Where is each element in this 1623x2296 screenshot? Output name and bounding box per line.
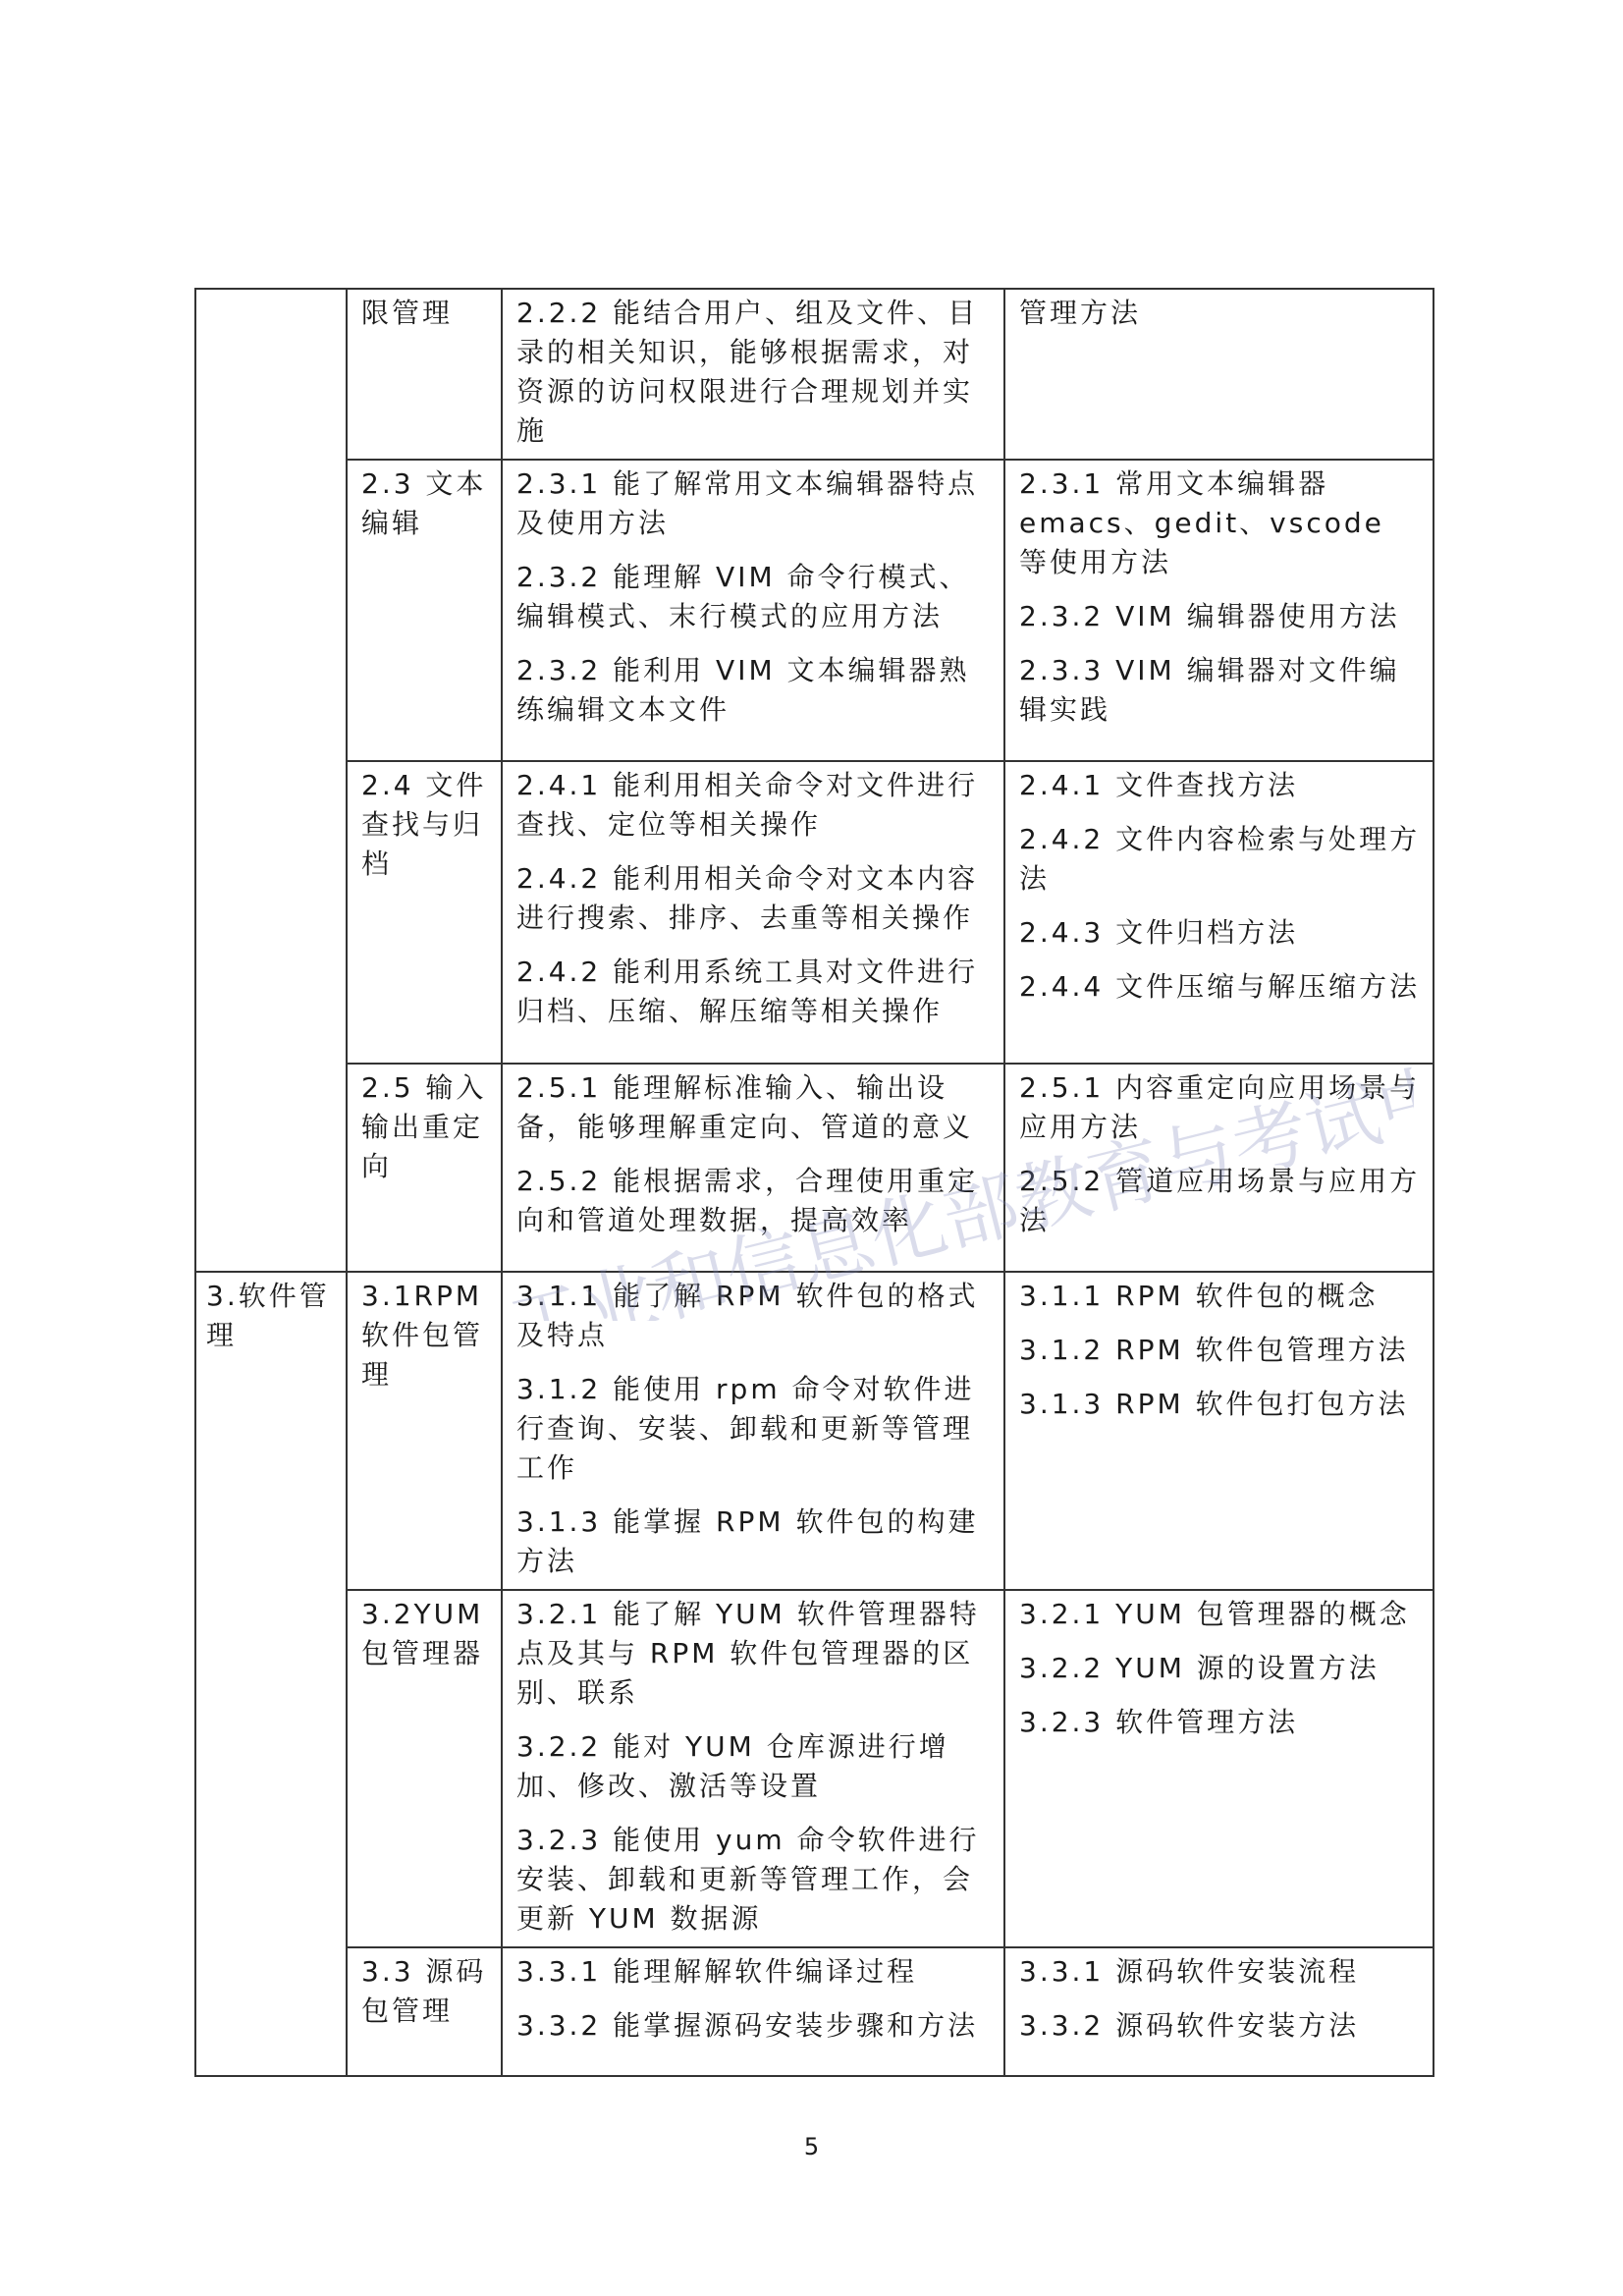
knowledge-cell [1004,1947,1434,2076]
skill-item: 2.3.1 能了解常用文本编辑器特点及使用方法 [516,467,979,539]
knowledge-cell [1004,1590,1434,1947]
unit-label: 3.1RPM 软件包管理 [361,1280,484,1391]
unit-label: 2.3 文本编辑 [361,467,487,539]
knowledge-item: 3.1.1 RPM 软件包的概念 [1019,1280,1379,1312]
knowledge-item: 管理方法 [1019,297,1142,329]
knowledge-item: 2.4.2 文件内容检索与处理方法 [1019,823,1421,895]
table-row [195,1590,1434,1947]
knowledge-item: 2.5.2 管道应用场景与应用方法 [1019,1165,1421,1236]
skills-cell [502,1064,1004,1272]
knowledge-item: 3.3.1 源码软件安装流程 [1019,1955,1360,1988]
knowledge-item: 3.2.1 YUM 包管理器的概念 [1019,1598,1410,1630]
skill-item: 2.3.2 能利用 VIM 文本编辑器熟练编辑文本文件 [516,654,970,726]
skills-cell [502,1590,1004,1947]
table-row [195,1272,1434,1590]
knowledge-item: 3.1.2 RPM 软件包管理方法 [1019,1334,1409,1366]
knowledge-item: 2.4.3 文件归档方法 [1019,916,1299,949]
skill-item: 2.5.1 能理解标准输入、输出设备，能够理解重定向、管道的意义 [516,1071,974,1143]
unit-label: 2.5 输入输出重定向 [361,1071,487,1182]
skills-cell [502,1272,1004,1590]
skills-cell [502,1947,1004,2076]
unit-label: 限管理 [361,297,454,329]
skill-item: 2.4.2 能利用相关命令对文本内容进行搜索、排序、去重等相关操作 [516,862,979,934]
table-row [195,1947,1434,2076]
unit-cell [347,1590,502,1947]
skill-item: 2.5.2 能根据需求，合理使用重定向和管道处理数据，提高效率 [516,1165,979,1236]
unit-label: 3.2YUM 包管理器 [361,1598,484,1669]
module-cell [195,289,347,1272]
knowledge-item: 2.3.1 常用文本编辑器 emacs、gedit、vscode 等使用方法 [1019,467,1384,578]
knowledge-cell [1004,1272,1434,1590]
knowledge-item: 3.2.3 软件管理方法 [1019,1706,1299,1738]
module-cell [195,1272,347,2076]
skill-item: 3.2.1 能了解 YUM 软件管理器特点及其与 RPM 软件包管理器的区别、联系 [516,1598,980,1709]
page-number: 5 [803,2133,820,2160]
knowledge-cell [1004,761,1434,1064]
unit-cell [347,460,502,761]
watermark-text: 工业和信息化部教育与考试中心 [499,1033,1414,1321]
skill-item: 3.2.2 能对 YUM 仓库源进行增加、修改、激活等设置 [516,1730,949,1802]
knowledge-item: 3.2.2 YUM 源的设置方法 [1019,1652,1380,1684]
unit-cell [347,289,502,460]
skill-item: 3.3.2 能掌握源码安装步骤和方法 [516,2009,979,2042]
skill-item: 3.1.3 能掌握 RPM 软件包的构建方法 [516,1505,979,1577]
unit-cell [347,1272,502,1590]
skill-item: 3.3.1 能理解解软件编译过程 [516,1955,918,1988]
knowledge-cell [1004,460,1434,761]
skill-item: 2.4.1 能利用相关命令对文件进行查找、定位等相关操作 [516,769,979,841]
knowledge-item: 2.3.2 VIM 编辑器使用方法 [1019,600,1400,632]
knowledge-item: 2.3.3 VIM 编辑器对文件编辑实践 [1019,654,1400,726]
unit-label: 3.3 源码包管理 [361,1955,487,2027]
skill-item: 2.3.2 能理解 VIM 命令行模式、编辑模式、末行模式的应用方法 [516,561,970,632]
skill-item: 2.4.2 能利用系统工具对文件进行归档、压缩、解压缩等相关操作 [516,956,979,1027]
table-row [195,761,1434,1064]
table-row [195,289,1434,460]
knowledge-item: 2.4.1 文件查找方法 [1019,769,1299,801]
knowledge-item: 3.3.2 源码软件安装方法 [1019,2009,1360,2042]
unit-cell [347,1064,502,1272]
knowledge-item: 2.4.4 文件压缩与解压缩方法 [1019,970,1421,1003]
skill-item: 3.1.2 能使用 rpm 命令对软件进行查询、安装、卸载和更新等管理工作 [516,1373,975,1484]
unit-label: 2.4 文件查找与归档 [361,769,487,880]
table-row [195,460,1434,761]
knowledge-item: 2.5.1 内容重定向应用场景与应用方法 [1019,1071,1421,1143]
module-label: 3.软件管理 [206,1280,330,1351]
skills-cell [502,761,1004,1064]
unit-cell [347,761,502,1064]
knowledge-cell [1004,1064,1434,1272]
skill-item: 3.1.1 能了解 RPM 软件包的格式及特点 [516,1280,979,1351]
knowledge-item: 3.1.3 RPM 软件包打包方法 [1019,1388,1409,1420]
content-table [194,288,1434,2077]
skill-item: 3.2.3 能使用 yum 命令软件进行安装、卸载和更新等管理工作，会更新 YUM 数据源 [516,1824,980,1935]
table-row [195,1064,1434,1272]
unit-cell [347,1947,502,2076]
skills-cell [502,460,1004,761]
knowledge-cell [1004,289,1434,460]
skill-item: 2.2.2 能结合用户、组及文件、目录的相关知识，能够根据需求，对资源的访问权限进行合理规划并实施 [516,297,979,447]
skills-cell [502,289,1004,460]
